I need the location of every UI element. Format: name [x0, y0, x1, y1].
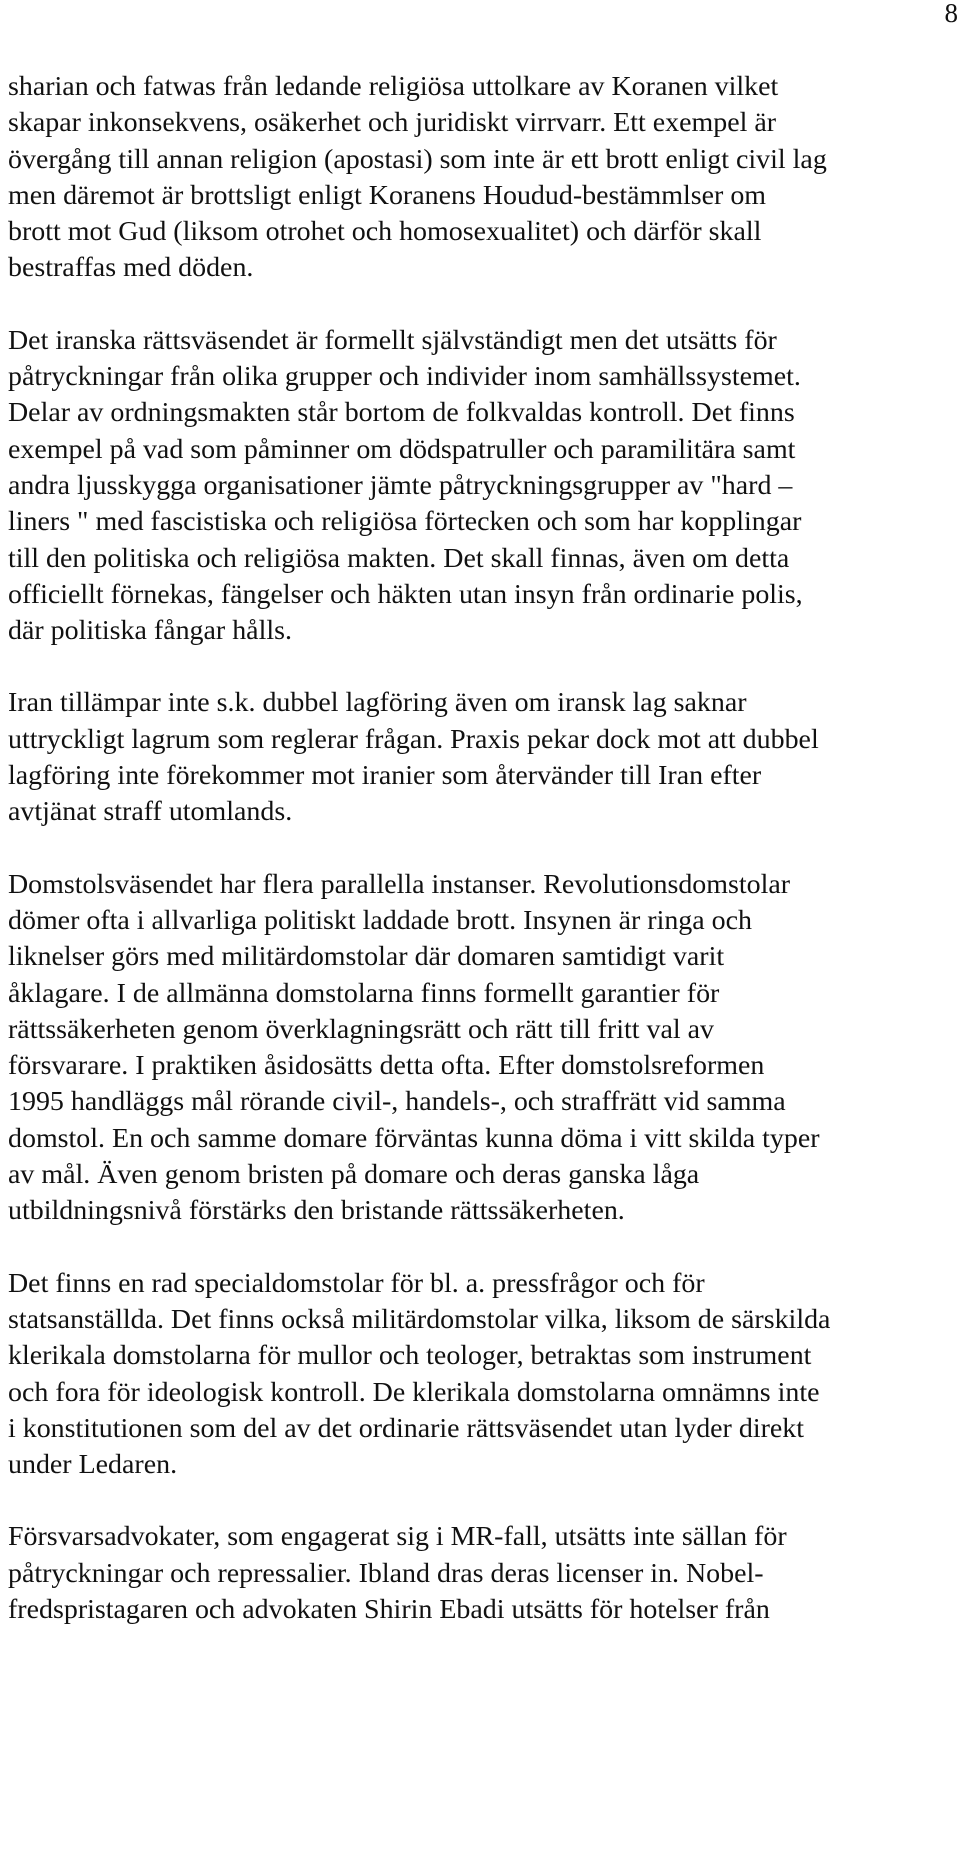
- text-line: domstol. En och samme domare förväntas kunna döma i vitt skilda typer: [8, 1122, 820, 1154]
- text-line: liknelser görs med militärdomstolar där domaren samtidigt varit: [8, 941, 725, 973]
- text-line: avtjänat straff utomlands.: [8, 796, 293, 828]
- text-line: skapar inkonsekvens, osäkerhet och juridiskt virrvarr. Ett exempel är: [8, 107, 777, 139]
- page-number: 8: [944, 0, 958, 28]
- text-line: påtryckningar och repressalier. Ibland dras deras licenser in. Nobel-: [8, 1557, 764, 1589]
- text-line: klerikala domstolarna för mullor och teologer, betraktas som instrument: [8, 1340, 812, 1372]
- text-line: lagföring inte förekommer mot iranier som återvänder till Iran efter: [8, 760, 762, 792]
- text-line: övergång till annan religion (apostasi) som inte är ett brott enligt civil lag: [8, 143, 827, 175]
- text-line: andra ljusskygga organisationer jämte påtryckningsgrupper av "hard –: [8, 469, 793, 501]
- text-line: liners " med fascistiska och religiösa förtecken och som har kopplingar: [8, 506, 802, 538]
- document-body: [8, 69, 960, 1664]
- text-line: men däremot är brottsligt enligt Koranens Houdud-bestämmlser om: [8, 179, 767, 211]
- text-line: av mål. Även genom bristen på domare och deras ganska låga: [8, 1159, 700, 1191]
- text-line: utbildningsnivå förstärks den bristande rättssäkerheten.: [8, 1195, 625, 1227]
- text-line: i konstitutionen som del av det ordinarie rättsväsendet utan lyder direkt: [8, 1412, 805, 1444]
- text-line: Det iranska rättsväsendet är formellt självständigt men det utsätts för: [8, 324, 777, 356]
- text-line: sharian och fatwas från ledande religiösa uttolkare av Koranen vilket: [8, 71, 779, 102]
- paragraph: [8, 69, 960, 287]
- text-line: Det finns en rad specialdomstolar för bl. a. pressfrågor och för: [8, 1267, 705, 1299]
- text-line: bestraffas med döden.: [8, 252, 254, 284]
- text-line: brott mot Gud (liksom otrohet och homosexualitet) och därför skall: [8, 216, 762, 248]
- text-line: Delar av ordningsmakten står bortom de folkvaldas kontroll. Det finns: [8, 397, 795, 429]
- text-line: Försvarsadvokater, som engagerat sig i MR-fall, utsätts inte sällan för: [8, 1521, 787, 1553]
- paragraph: [8, 1266, 960, 1484]
- text-line: påtryckningar från olika grupper och individer inom samhällssystemet.: [8, 361, 801, 393]
- text-line: där politiska fångar hålls.: [8, 615, 292, 647]
- text-line: rättssäkerheten genom överklagningsrätt och rätt till fritt val av: [8, 1013, 714, 1045]
- text-line: uttryckligt lagrum som reglerar frågan. Praxis pekar dock mot att dubbel: [8, 723, 819, 755]
- text-line: försvarare. I praktiken åsidosätts detta ofta. Efter domstolsreformen: [8, 1050, 765, 1082]
- paragraph: [8, 323, 960, 650]
- text-line: och fora för ideologisk kontroll. De klerikala domstolarna omnämns inte: [8, 1376, 820, 1408]
- text-line: under Ledaren.: [8, 1449, 178, 1481]
- text-line: dömer ofta i allvarliga politiskt laddade brott. Insynen är ringa och: [8, 904, 752, 936]
- text-line: officiellt förnekas, fängelser och häkten utan insyn från ordinarie polis,: [8, 578, 803, 610]
- text-line: åklagare. I de allmänna domstolarna finns formellt garantier för: [8, 977, 720, 1009]
- text-line: exempel på vad som påminner om dödspatruller och paramilitära samt: [8, 433, 796, 465]
- text-line: till den politiska och religiösa makten. Det skall finnas, även om detta: [8, 542, 790, 574]
- paragraph: [8, 1519, 960, 1628]
- text-line: 1995 handläggs mål rörande civil-, handels-, och straffrätt vid samma: [8, 1086, 786, 1118]
- paragraph: [8, 867, 960, 1230]
- text-line: Iran tillämpar inte s.k. dubbel lagföring även om iransk lag saknar: [8, 687, 747, 719]
- paragraph: [8, 685, 960, 830]
- text-line: Domstolsväsendet har flera parallella instanser. Revolutionsdomstolar: [8, 868, 791, 900]
- text-line: statsanställda. Det finns också militärdomstolar vilka, liksom de särskilda: [8, 1303, 831, 1335]
- text-line: fredspristagaren och advokaten Shirin Ebadi utsätts för hotelser från: [8, 1593, 770, 1625]
